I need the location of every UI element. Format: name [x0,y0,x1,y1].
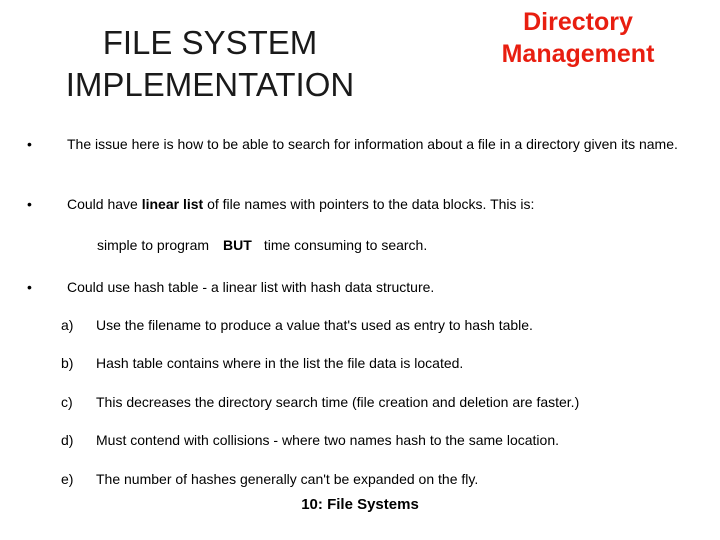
linear-list-bold: linear list [141,196,204,212]
bullet-text-linear-list [67,196,667,213]
bullet-text-search: The issue here is how to be able to search for information about a file in a directory given its name. [67,136,678,152]
page-title [40,22,380,106]
sublist-text-c: This decreases the directory search time (file creation and deletion are faster.) [96,394,580,410]
sublist-label-d: d) [61,432,74,448]
sublist-label-c: c) [61,394,73,410]
sublist-label-a: a) [61,317,74,333]
bullet-marker: • [27,196,32,212]
section-subtitle-line1: Directory [523,8,633,36]
page-title-line2: IMPLEMENTATION [65,66,355,103]
linear-list-tradeoff [97,237,657,254]
section-subtitle-line2: Management [501,40,655,68]
page-title-line1: FILE SYSTEM [102,24,318,61]
sublist-text-a: Use the filename to produce a value that's used as entry to hash table. [96,317,533,333]
section-subtitle [478,6,678,70]
sublist-text-d: Must contend with collisions - where two names hash to the same location. [96,432,560,448]
linear-list-pre: Could have [67,196,142,212]
sublist-text-b: Hash table contains where in the list the file data is located. [96,355,464,371]
tradeoff-con: time consuming to search. [263,237,428,253]
bullet-text-hash-table: Could use hash table - a linear list with hash data structure. [67,279,435,295]
slide-footer: 10: File Systems [301,496,419,513]
bullet-marker: • [27,279,32,295]
sublist-label-b: b) [61,355,74,371]
sublist-label-e: e) [61,471,74,487]
bullet-marker: • [27,136,32,152]
tradeoff-pro: simple to program [97,237,210,253]
linear-list-post: of file names with pointers to the data blocks. This is: [203,196,535,212]
sublist-text-e: The number of hashes generally can't be expanded on the fly. [96,471,479,487]
tradeoff-but: BUT [223,237,252,253]
